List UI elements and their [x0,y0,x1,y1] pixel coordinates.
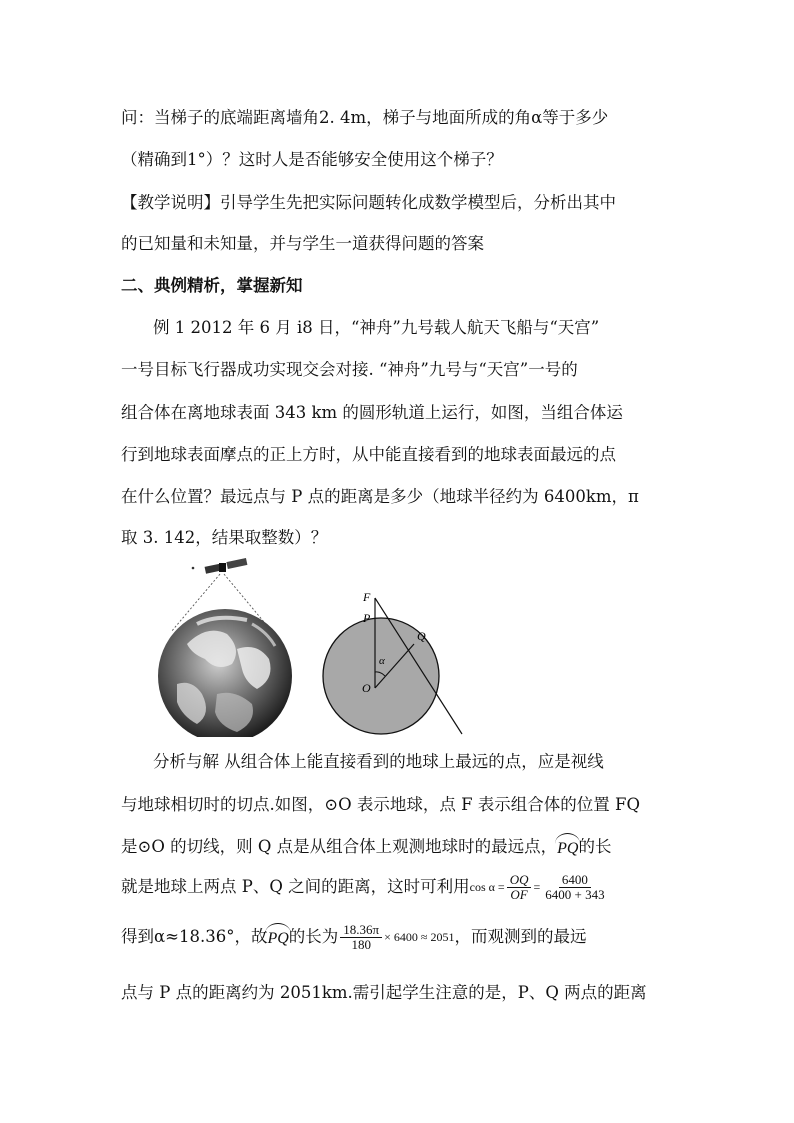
earth-figure [157,554,465,737]
text-line: 例 1 2012 年 6 月 i8 日，“神舟”九号载人航天飞船与“天宫” [153,318,600,337]
text-segment: 就是地球上两点 P、Q 之间的距离，这时可利用 [121,877,470,896]
text-line [121,869,681,905]
text-line [121,919,681,955]
section-heading: 二、典例精析，掌握新知 [121,276,303,295]
arc-pq: PQ [267,925,288,949]
arc-length-expression: × 6400 ≈ 2051 [384,930,455,944]
text-line: 取 3. 142，结果取整数）？ [121,528,328,547]
fraction-oq-of: $\frac{OQ}{OF}$ [507,873,532,902]
text-line: 在什么位置？最远点与 P 点的距离是多少（地球半径约为 6400km，π [121,487,639,506]
text-segment: ，而观测到的最远 [454,927,587,946]
label-P: P [363,611,371,625]
cos-expression: cos α = [469,880,505,894]
text-segment: 得到α≈18.36°，故 [121,927,268,946]
text-line: 问：当梯子的底端距离墙角2. 4m，梯子与地面所成的角α等于多少 [121,108,609,127]
label-O: O [362,681,371,695]
earth-image [158,609,292,737]
text-line: 点与 P 点的距离约为 2051km.需引起学生注意的是，P、Q 两点的距离 [121,983,647,1002]
text-line: （精确到1°）？这时人是否能够安全使用这个梯子？ [121,150,503,169]
orbit-diagram [323,590,462,734]
text-line: 与地球相切时的切点.如图，⊙O 表示地球，点 F 表示组合体的位置 FQ [121,795,641,814]
text-line: 【教学说明】引导学生先把实际问题转化成数学模型后，分析出其中 [121,193,616,212]
fraction-radius: $\frac{6400}{6400 + 343}$ [545,871,605,902]
equals-sign: = [533,880,541,894]
text-segment: 是⊙O 的切线，则 Q 点是从组合体上观测地球时的最远点， [121,837,558,856]
label-F: F [363,590,371,604]
satellite-icon [192,558,248,574]
text-line: 的已知量和未知量，并与学生一道获得问题的答案 [121,234,484,253]
arc-pq: PQ [557,835,578,859]
text-line: 一号目标飞行器成功实现交会对接. “神舟”九号与“天宫”一号的 [121,360,578,379]
label-alpha: α [379,655,385,667]
text-segment: 的长 [578,837,612,856]
fraction-angle: $\frac{18.36\pi}{180}$ [340,923,382,952]
label-Q: Q [417,629,426,643]
text-line: 行到地球表面摩点的正上方时，从中能直接看到的地球表面最远的点 [121,445,616,464]
text-line [121,834,681,860]
text-segment: 的长为 [288,927,339,946]
text-line: 组合体在离地球表面 343 km 的圆形轨道上运行，如图，当组合体运 [121,403,623,422]
text-line: 分析与解 从组合体上能直接看到的地球上最远的点，应是视线 [153,752,604,771]
